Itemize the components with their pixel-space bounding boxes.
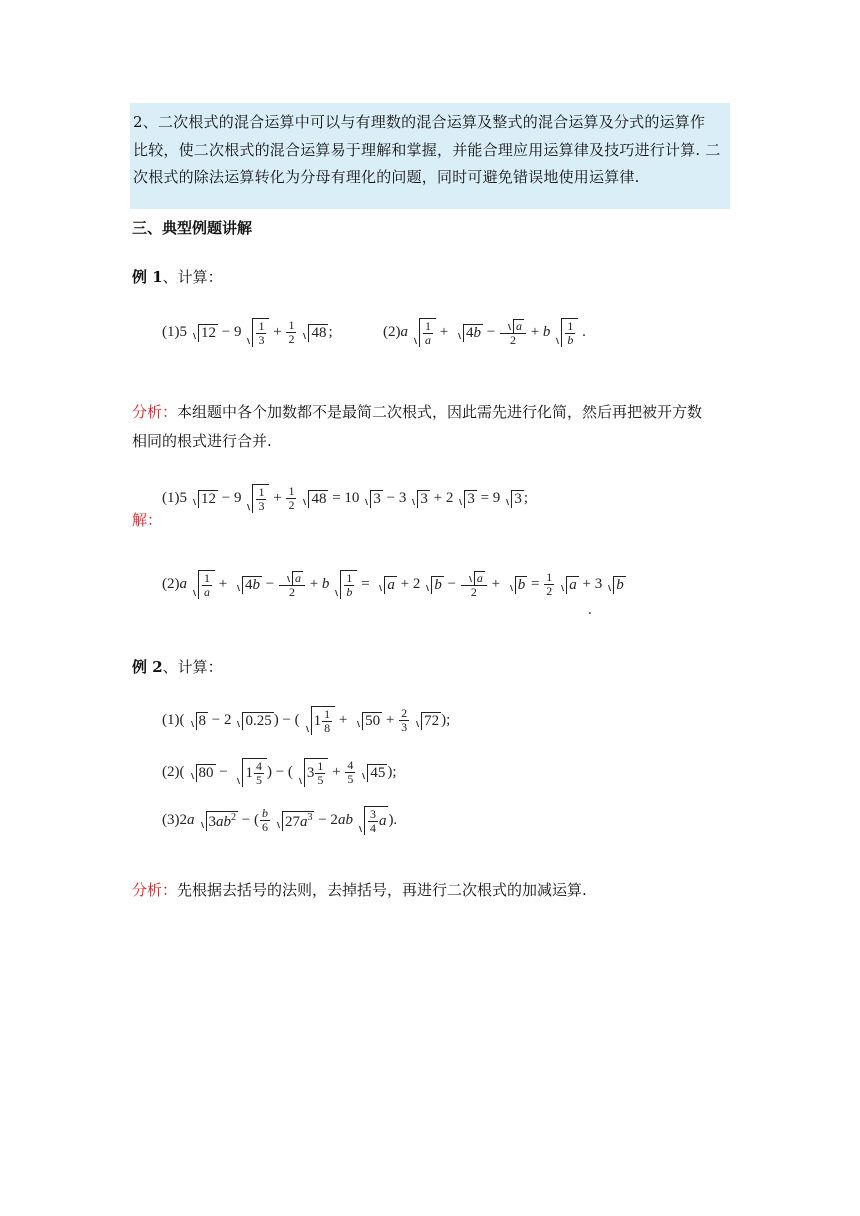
example-1-analysis-line-2: 相同的根式进行合并. <box>132 432 272 450</box>
example-2-analysis-text: 先根据去括号的法则，去掉括号，再进行二次根式的加减运算. <box>177 881 587 899</box>
note-line-1: 2、二次根式的混合运算中可以与有理数的混合运算及整式的混合运算及分式的运算作 <box>133 113 706 131</box>
example-1-problem-1: (1)5 12 − 9 $\frac{1}{3}$ + $\frac{1}{2}$ 48 ; <box>162 318 333 347</box>
example-2-problem-1: (1)( 8 − 2 0.25 ) − ( 1 $\frac{1}{8}$ + 50 + $\frac{2}{3}$ 72 ); <box>162 706 451 735</box>
example-1-analysis <box>132 398 702 456</box>
note-line-2: 比较，使二次根式的混合运算易于理解和掌握，并能合理应用运算律及技巧进行计算. 二 <box>133 141 721 159</box>
example-1-analysis-label: 分析： <box>132 403 178 421</box>
example-2-analysis-label: 分析： <box>132 881 178 899</box>
example-1-analysis-line-1: 本组题中各个加数都不是最简二次根式，因此需先进行化简，然后再把被开方数 <box>177 403 703 421</box>
example-1-solution-label: 解： <box>132 511 163 529</box>
section-title: 三、典型例题讲解 <box>132 219 253 237</box>
example-2-problem-3: (3)2 a $3ab^2$ − ( $\frac{b}{6}$ $27a^3$ − 2 ab $\frac{3}{4}$ a ). <box>162 806 398 835</box>
example-1-solution-2: (2) a $\frac{1}{a}$ + 4b − $\frac{a}{2}$ + b $\frac{1}{b}$ = a + 2 b − $\frac{a}{2}$ + b = $\frac{1}{2}$ a + 3 b <box>162 570 624 599</box>
example-2-label: 例 2 <box>132 658 163 676</box>
example-1-title <box>132 266 223 287</box>
example-2-suffix: 、计算： <box>162 658 223 676</box>
example-2-problem-2: (2)( 80 − 1 $\frac{4}{5}$ ) − ( 3 $\frac{1}{5}$ + $\frac{4}{5}$ 45 ); <box>162 758 397 787</box>
example-1-problem-2: (2) a $\frac{1}{a}$ + 4b − $\frac{a}{2}$ + b $\frac{1}{b}$ . <box>383 318 586 347</box>
example-1-label: 例 1 <box>132 268 163 286</box>
example-2-title <box>132 656 223 677</box>
example-1-solution-1: (1)5 12 − 9 $\frac{1}{3}$ + $\frac{1}{2}$ 48 = 10 3 − 3 3 + 2 3 = 9 3 ; <box>162 484 528 513</box>
note-line-3: 次根式的除法运算转化为分母有理化的问题，同时可避免错误地使用运算律. <box>133 168 640 186</box>
example-2-analysis <box>132 876 587 905</box>
example-1-solution-2-period: . <box>588 602 592 618</box>
example-1-suffix: 、计算： <box>162 268 223 286</box>
